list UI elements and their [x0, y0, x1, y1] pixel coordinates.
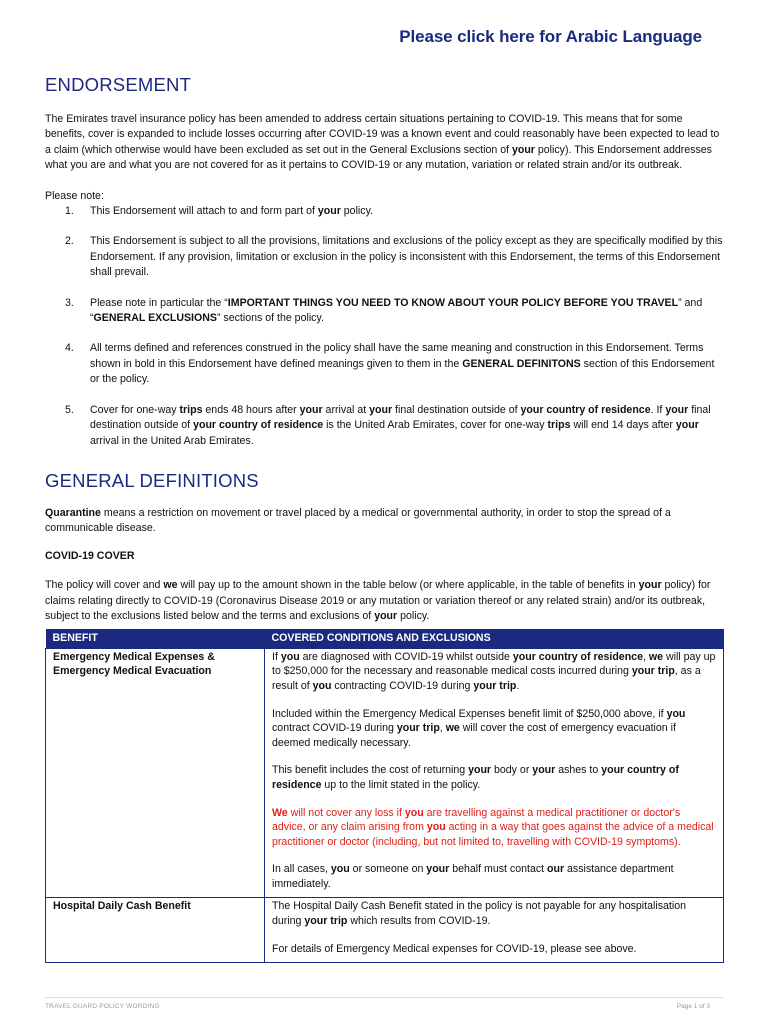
endorsement-title: ENDORSEMENT [45, 74, 192, 95]
list-text: arrival at [322, 403, 370, 416]
cell-bold: your country of residence [272, 764, 679, 791]
list-text: This Endorsement is subject to all the provisions, limitations and exclusions of the policy except as they are specifically modified by this Endorsement. If any provision, limitation or exclusion in the policy is inconsistent with this Endorsement, the terms of this Endorsement shall prevail. [90, 235, 723, 279]
cell-text: The Hospital Daily Cash Benefit stated in the policy is not payable for any hospitalisation during [272, 900, 686, 928]
intro-text-2: policy). This Endorsement addresses what you are and what you are not covered for as it pertains to COVID-19 or any mutation, variation or related strain and/or its outbreak. [45, 143, 712, 172]
intro-bold: your [511, 143, 535, 156]
benefits-table [45, 629, 724, 963]
cell-text: will pay up to $250,000 for the necessary and reasonable medical costs incurred during [272, 650, 716, 678]
cell-text: body or [491, 764, 533, 777]
conditions-cell [265, 898, 724, 963]
covid-cover-heading: COVID-19 COVER [45, 549, 135, 562]
table-row [46, 898, 724, 963]
list-bold: GENERAL DEFINITONS [462, 357, 581, 370]
cell-bold: your [468, 764, 492, 777]
list-bold: your country of residence [193, 419, 324, 432]
cell-text: are travelling against a medical practitioner or doctor's advice, or any claim arising from [272, 806, 681, 834]
cell-bold: you [312, 679, 332, 692]
cell-text: acting in a way that goes against the advice of a medical practitioner or doctor (including, but not limited to, travelling with COVID-19 symptoms). [272, 821, 714, 848]
quarantine-definition [45, 506, 723, 537]
cell-bold: our [547, 863, 565, 876]
cell-text: which results from COVID-19. [347, 915, 491, 928]
cell-text: are diagnosed with COVID-19 whilst outside [299, 650, 513, 663]
cell-text: contract COVID-19 during [272, 722, 397, 735]
table-row [46, 648, 724, 898]
list-item [45, 403, 723, 449]
document-content [45, 74, 723, 963]
list-bold: your [665, 403, 689, 416]
cell-text: ashes to [555, 764, 602, 777]
endorsement-intro [45, 112, 723, 174]
condition-paragraph [272, 862, 716, 891]
benefit-cell: Hospital Daily Cash Benefit [46, 898, 265, 963]
arabic-language-link[interactable]: Please click here for Arabic Language [399, 27, 702, 46]
cell-bold: your trip [473, 679, 517, 692]
note-list [45, 204, 723, 449]
cell-bold: you [426, 821, 446, 834]
list-text: final destination outside of [90, 403, 711, 432]
condition-paragraph [272, 899, 716, 928]
cell-bold: you [666, 707, 686, 720]
cell-bold: We [272, 806, 288, 819]
footer-document-name: TRAVEL GUARD POLICY WORDING [45, 1003, 160, 1010]
cell-bold: we [648, 650, 663, 663]
covid-bold: your [638, 579, 662, 592]
covid-text: will pay up to the amount shown in the table below (or where applicable, in the table of benefits in [177, 579, 639, 592]
list-item [45, 341, 723, 387]
cell-bold: your [532, 764, 556, 777]
quarantine-term: Quarantine [45, 506, 101, 519]
covid-text: The policy will cover and [45, 579, 164, 592]
cell-text: Included within the Emergency Medical Expenses benefit limit of $250,000 above, if [272, 707, 667, 720]
cell-text: assistance department immediately. [272, 863, 674, 890]
covid-bold: your [374, 609, 398, 622]
cell-bold: you [280, 650, 300, 663]
cell-bold: your trip [304, 915, 348, 928]
cell-text: , as a result of [272, 665, 701, 692]
list-number: 1. [65, 205, 74, 218]
quarantine-text: means a restriction on movement or travel placed by a medical or governmental authority, in order to stop the spread of a communicable disease. [45, 506, 671, 535]
list-bold: your [675, 419, 699, 432]
list-text: ” sections of the policy. [216, 312, 324, 325]
condition-paragraph [272, 707, 716, 751]
list-item [45, 234, 723, 280]
cell-text: , [642, 650, 649, 663]
list-text: Cover for one-way [90, 403, 180, 416]
please-note-label: Please note: [45, 189, 104, 202]
covid-text: policy) for claims relating directly to COVID-19 (Coronavirus Disease 2019 or any mutation or variation thereof or any related strain) and/or its outbreak, subject to the exclusions listed below and the terms and exclusions of [45, 579, 711, 622]
cell-text: or someone on [349, 863, 427, 876]
list-text: final destination outside of [392, 403, 521, 416]
list-bold: IMPORTANT THINGS YOU NEED TO KNOW ABOUT YOUR POLICY BEFORE YOU TRAVEL [227, 296, 679, 309]
list-bold: your country of residence [520, 403, 651, 416]
condition-paragraph: For details of Emergency Medical expenses for COVID-19, please see above. [272, 942, 637, 955]
cell-text: This benefit includes the cost of returning [272, 764, 469, 777]
cell-text: If [272, 650, 281, 663]
list-text: This Endorsement will attach to and form part of [90, 205, 318, 218]
intro-text: The Emirates travel insurance policy has been amended to address certain situations pertaining to COVID-19. This means that for some benefits, cover is expanded to include losses occurring after COVID-19 was a known event and could reasonably have been expected to lead to a claim (which otherwise would have been excluded as set out in the General Exclusions section of [45, 113, 720, 156]
cell-bold: your trip [396, 722, 440, 735]
cell-text: In all cases, [272, 863, 331, 876]
cell-text: up to the limit stated in the policy. [321, 778, 481, 791]
cell-text: will cover the cost of emergency evacuation if deemed medically necessary. [272, 722, 676, 749]
list-text: Please note in particular the “ [90, 296, 228, 309]
cell-text: contracting COVID-19 during [331, 679, 474, 692]
list-text: will end 14 days after [570, 419, 676, 432]
footer-page-number: Page 1 of 3 [676, 1003, 710, 1010]
list-number: 3. [65, 296, 74, 309]
definitions-title: GENERAL DEFINITIONS [45, 469, 259, 491]
list-text: All terms defined and references construed in the policy shall have the same meaning and construction in this Endorsement. Terms shown in bold in this Endorsement have defined meanings given to them in the [90, 342, 704, 370]
cell-text: behalf must contact [449, 863, 548, 876]
list-text: ” and “ [90, 296, 703, 325]
condition-paragraph [272, 650, 716, 694]
list-bold: your [299, 403, 323, 416]
list-text: section of this Endorsement or the policy. [90, 357, 715, 386]
cell-text: , [439, 722, 446, 735]
list-bold: GENERAL EXCLUSIONS [93, 312, 217, 325]
list-number: 5. [65, 403, 74, 416]
cell-text: will not cover any loss if [287, 806, 405, 819]
covid-bold: we [163, 579, 178, 592]
list-text: is the United Arab Emirates, cover for one-way [323, 419, 548, 432]
cell-bold: your [426, 863, 450, 876]
list-text: ends 48 hours after [202, 403, 300, 416]
footer-divider [45, 997, 723, 998]
benefit-column-header: BENEFIT [46, 629, 265, 648]
conditions-column-header: COVERED CONDITIONS AND EXCLUSIONS [265, 629, 724, 648]
list-text: arrival in the United Arab Emirates. [90, 434, 254, 447]
table-header-row [46, 629, 724, 648]
cell-bold: your trip [631, 665, 675, 678]
cell-bold: you [330, 863, 350, 876]
list-bold: trips [179, 403, 203, 416]
list-bold: trips [547, 419, 571, 432]
list-bold: your [317, 205, 341, 218]
cell-bold: your country of residence [512, 650, 643, 663]
list-bold: your [369, 403, 393, 416]
list-number: 2. [65, 235, 74, 248]
covid-text: policy. [397, 609, 430, 622]
list-number: 4. [65, 342, 74, 355]
list-item [45, 204, 723, 219]
list-item [45, 296, 723, 327]
condition-paragraph [272, 763, 716, 792]
list-text: . If [650, 403, 666, 416]
cell-text: . [516, 679, 520, 692]
benefit-cell: Emergency Medical Expenses & Emergency Medical Evacuation [46, 648, 265, 898]
cell-bold: we [445, 722, 460, 735]
covid-cover-intro [45, 578, 723, 624]
cell-bold: you [404, 806, 424, 819]
conditions-cell [265, 648, 724, 898]
exclusion-paragraph [272, 806, 716, 850]
list-text: policy. [340, 205, 374, 218]
